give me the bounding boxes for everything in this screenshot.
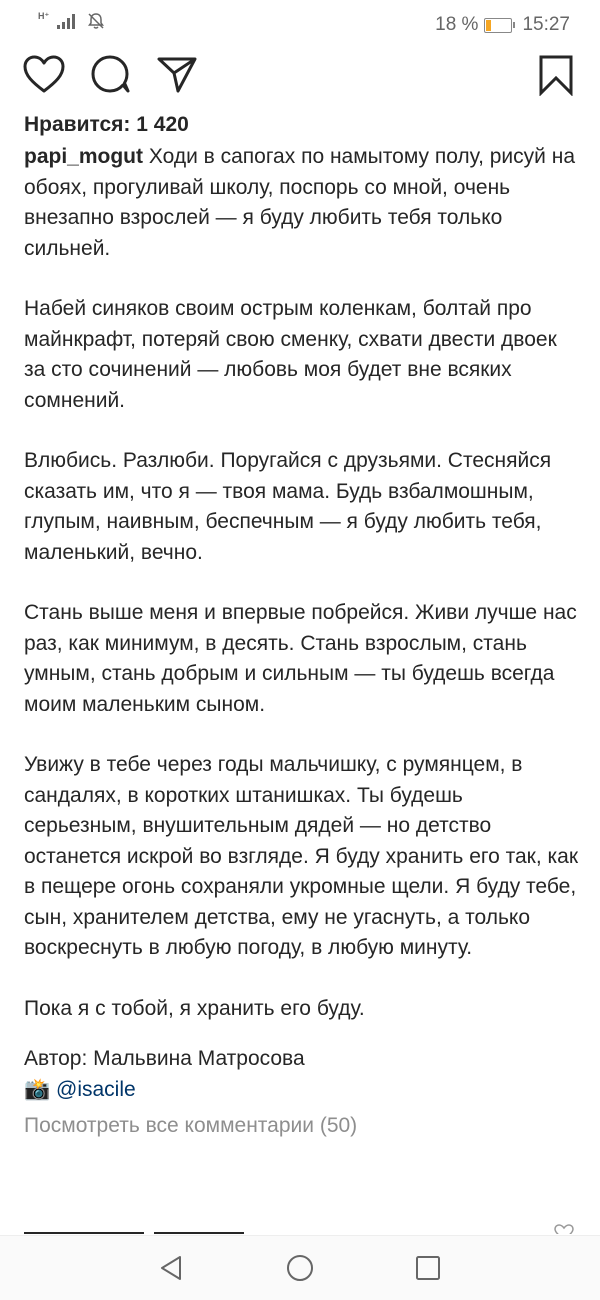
battery-icon: [484, 18, 512, 33]
caption-text: Ходи в сапогах по намытому полу, рисуй на обоях, прогуливай школу, поспорь со мной, очень внезапно взрослей — я буду любить тебя только сильней.: [24, 145, 581, 260]
comment-preview-fragment: [24, 1226, 324, 1234]
view-all-comments-link[interactable]: Посмотреть все комментарии (50): [24, 1114, 358, 1137]
mention-link[interactable]: @isacile: [56, 1077, 136, 1101]
caption-first: [24, 142, 580, 264]
status-right: [435, 14, 570, 36]
comment-icon[interactable]: [90, 54, 132, 94]
likes-count[interactable]: Нравится: 1 420: [24, 113, 189, 136]
comment-like-icon[interactable]: [554, 1224, 574, 1234]
camera-emoji: 📸: [24, 1077, 51, 1101]
heart-icon[interactable]: [22, 54, 66, 94]
signal-icon: [57, 13, 79, 29]
mention-line: [24, 1075, 580, 1106]
caption-paragraph: Стань выше меня и впервые побрейся. Живи лучше нас раз, как минимум, в десять. Стань взрослым, стань умным, стань добрым и сильным — ты будешь всегда моим маленьким сыном.: [24, 601, 583, 716]
clock: 15:27: [522, 14, 570, 35]
network-indicator: H⁺: [38, 10, 50, 21]
battery-level: [486, 20, 491, 31]
battery-percent: 18 %: [435, 14, 479, 35]
caption-paragraph: Влюбись. Разлюби. Поругайся с друзьями. Стесняйся сказать им, что я — твоя мама. Будь взбалмошным, глупым, наивным, беспечным — я буду любить тебя, маленький, вечно.: [24, 449, 557, 564]
caption-paragraph: Увижу в тебе через годы мальчишку, с румянцем, в сандалях, в коротких штанишках. Ты будешь серьезным, внушительным дядей — но детство останется искрой во взгляде. Я буду хранить его так, как в пещере огонь сохраняли укромные щели. Я буду тебе, сын, хранителем детства, ему не угаснуть, а только воскреснуть в любую погоду, в любую минуту.: [24, 753, 584, 959]
nav-back-icon[interactable]: [158, 1254, 184, 1282]
post-username[interactable]: papi_mogut: [24, 145, 143, 168]
nav-recents-icon[interactable]: [415, 1255, 441, 1281]
status-bar: [0, 0, 600, 50]
post-content: [24, 110, 584, 1141]
system-nav-bar: [0, 1235, 600, 1300]
next-comment-partial: [24, 1222, 580, 1234]
bookmark-icon[interactable]: [538, 54, 574, 96]
nav-home-icon[interactable]: [286, 1254, 314, 1282]
author-block: [24, 1044, 580, 1105]
caption-paragraph: Пока я с тобой, я хранить его буду.: [24, 996, 365, 1020]
mute-bell-icon: [87, 12, 105, 30]
author-line: Автор: Мальвина Матросова: [24, 1047, 305, 1070]
caption-paragraph: Набей синяков своим острым коленкам, болтай про майнкрафт, потеряй свою сменку, схвати двести двоек за сто сочинений — любовь моя будет вне всяких сомнений.: [24, 297, 563, 412]
post-actions: [0, 50, 600, 100]
caption-paragraphs: [24, 294, 584, 1024]
status-left: [38, 12, 105, 30]
send-icon[interactable]: [156, 54, 198, 94]
